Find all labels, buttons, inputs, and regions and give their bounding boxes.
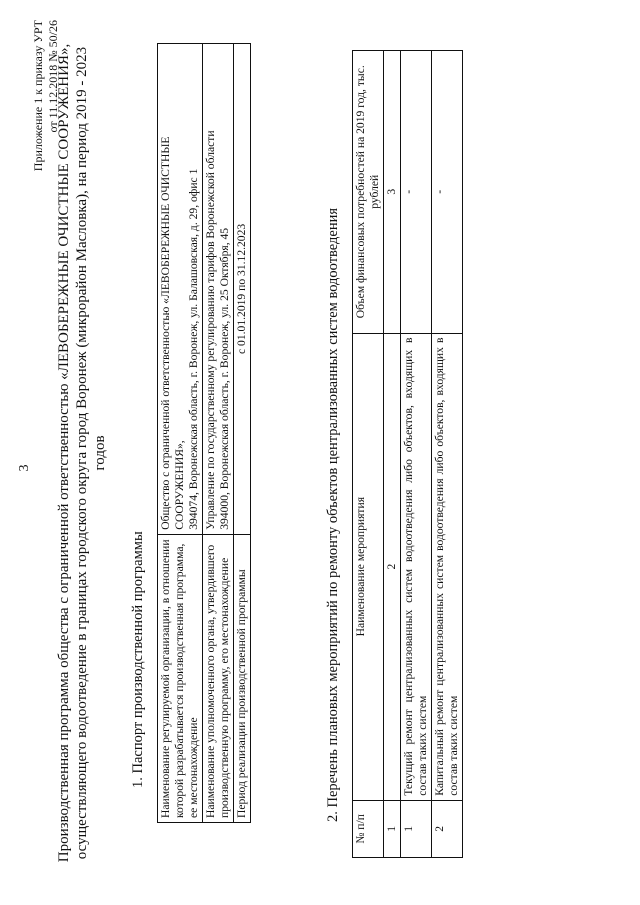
passport-value-line: Управление по государственному регулированию тарифов Воронежской области (204, 130, 217, 530)
passport-value-line: 394000, Воронежская область, г. Воронеж, ул. 25 Октября, 45 (218, 227, 231, 530)
page-number: 3 (17, 464, 32, 472)
document-title: Производственная программа общества с ограниченной ответственностью «ЛЕВОБЕРЕЖНЫЕ ОЧИСТНЫЕ СООРУЖЕНИЯ», осуществляющего водоотведение в границах городского округа город Воронеж (микрорайон Масловка), на период 2019 - 2023 годов (56, 43, 108, 863)
column-number: 2 (384, 333, 401, 800)
table-row (158, 44, 203, 823)
annex-line-order: Приложение 1 к приказу УРТ (31, 20, 45, 172)
passport-value (158, 44, 203, 535)
annex-line-date: от 11.12.2018 № 50/26 (46, 20, 60, 133)
passport-value-line: 394074, Воронежская область, г. Воронеж, ул. Балашовская, д. 29, офис 1 (187, 168, 200, 530)
column-number: 3 (384, 51, 401, 334)
measure-name: Капитальный ремонт централизованных систем водоотведения либо объектов, входящих в состав таких систем (432, 333, 463, 800)
column-header-number: № п/п (353, 800, 384, 857)
row-number: 1 (401, 800, 432, 857)
section-1-heading: 1. Паспорт производственной программы (130, 531, 146, 788)
table-number-row (384, 51, 401, 858)
passport-table (157, 43, 251, 823)
table-row (234, 44, 251, 823)
table-row (401, 51, 432, 858)
passport-value (234, 44, 251, 535)
passport-value-line: с 01.01.2019 по 31.12.2023 (235, 223, 248, 354)
measure-volume: - (401, 51, 432, 334)
passport-value (203, 44, 234, 535)
table-header-row (353, 51, 384, 858)
row-number: 2 (432, 800, 463, 857)
passport-key: Период реализации производственной программы (234, 534, 251, 822)
passport-value-line: Общество с ограниченной ответственностью «ЛЕВОБЕРЕЖНЫЕ ОЧИСТНЫЕ СООРУЖЕНИЯ», (159, 136, 186, 530)
measure-volume: - (432, 51, 463, 334)
table-row (203, 44, 234, 823)
column-number: 1 (384, 800, 401, 857)
table-row (432, 51, 463, 858)
section-2-heading: 2. Перечень плановых мероприятий по ремонту объектов централизованных систем водоотведения (325, 207, 341, 822)
measure-name: Текущий ремонт централизованных систем водоотведения либо объектов, входящих в состав таких систем (401, 333, 432, 800)
passport-key: Наименование уполномоченного органа, утвердившего производственную программу, его местонахождение (203, 534, 234, 822)
document-page (15, 18, 625, 888)
passport-key: Наименование регулируемой организации, в отношении которой разрабатывается производственная программа, ее местонахождение (158, 534, 203, 822)
column-header-name: Наименование мероприятия (353, 333, 384, 800)
column-header-volume: Объем финансовых потребностей на 2019 год, тыс. рублей (353, 51, 384, 334)
measures-table (352, 50, 463, 858)
